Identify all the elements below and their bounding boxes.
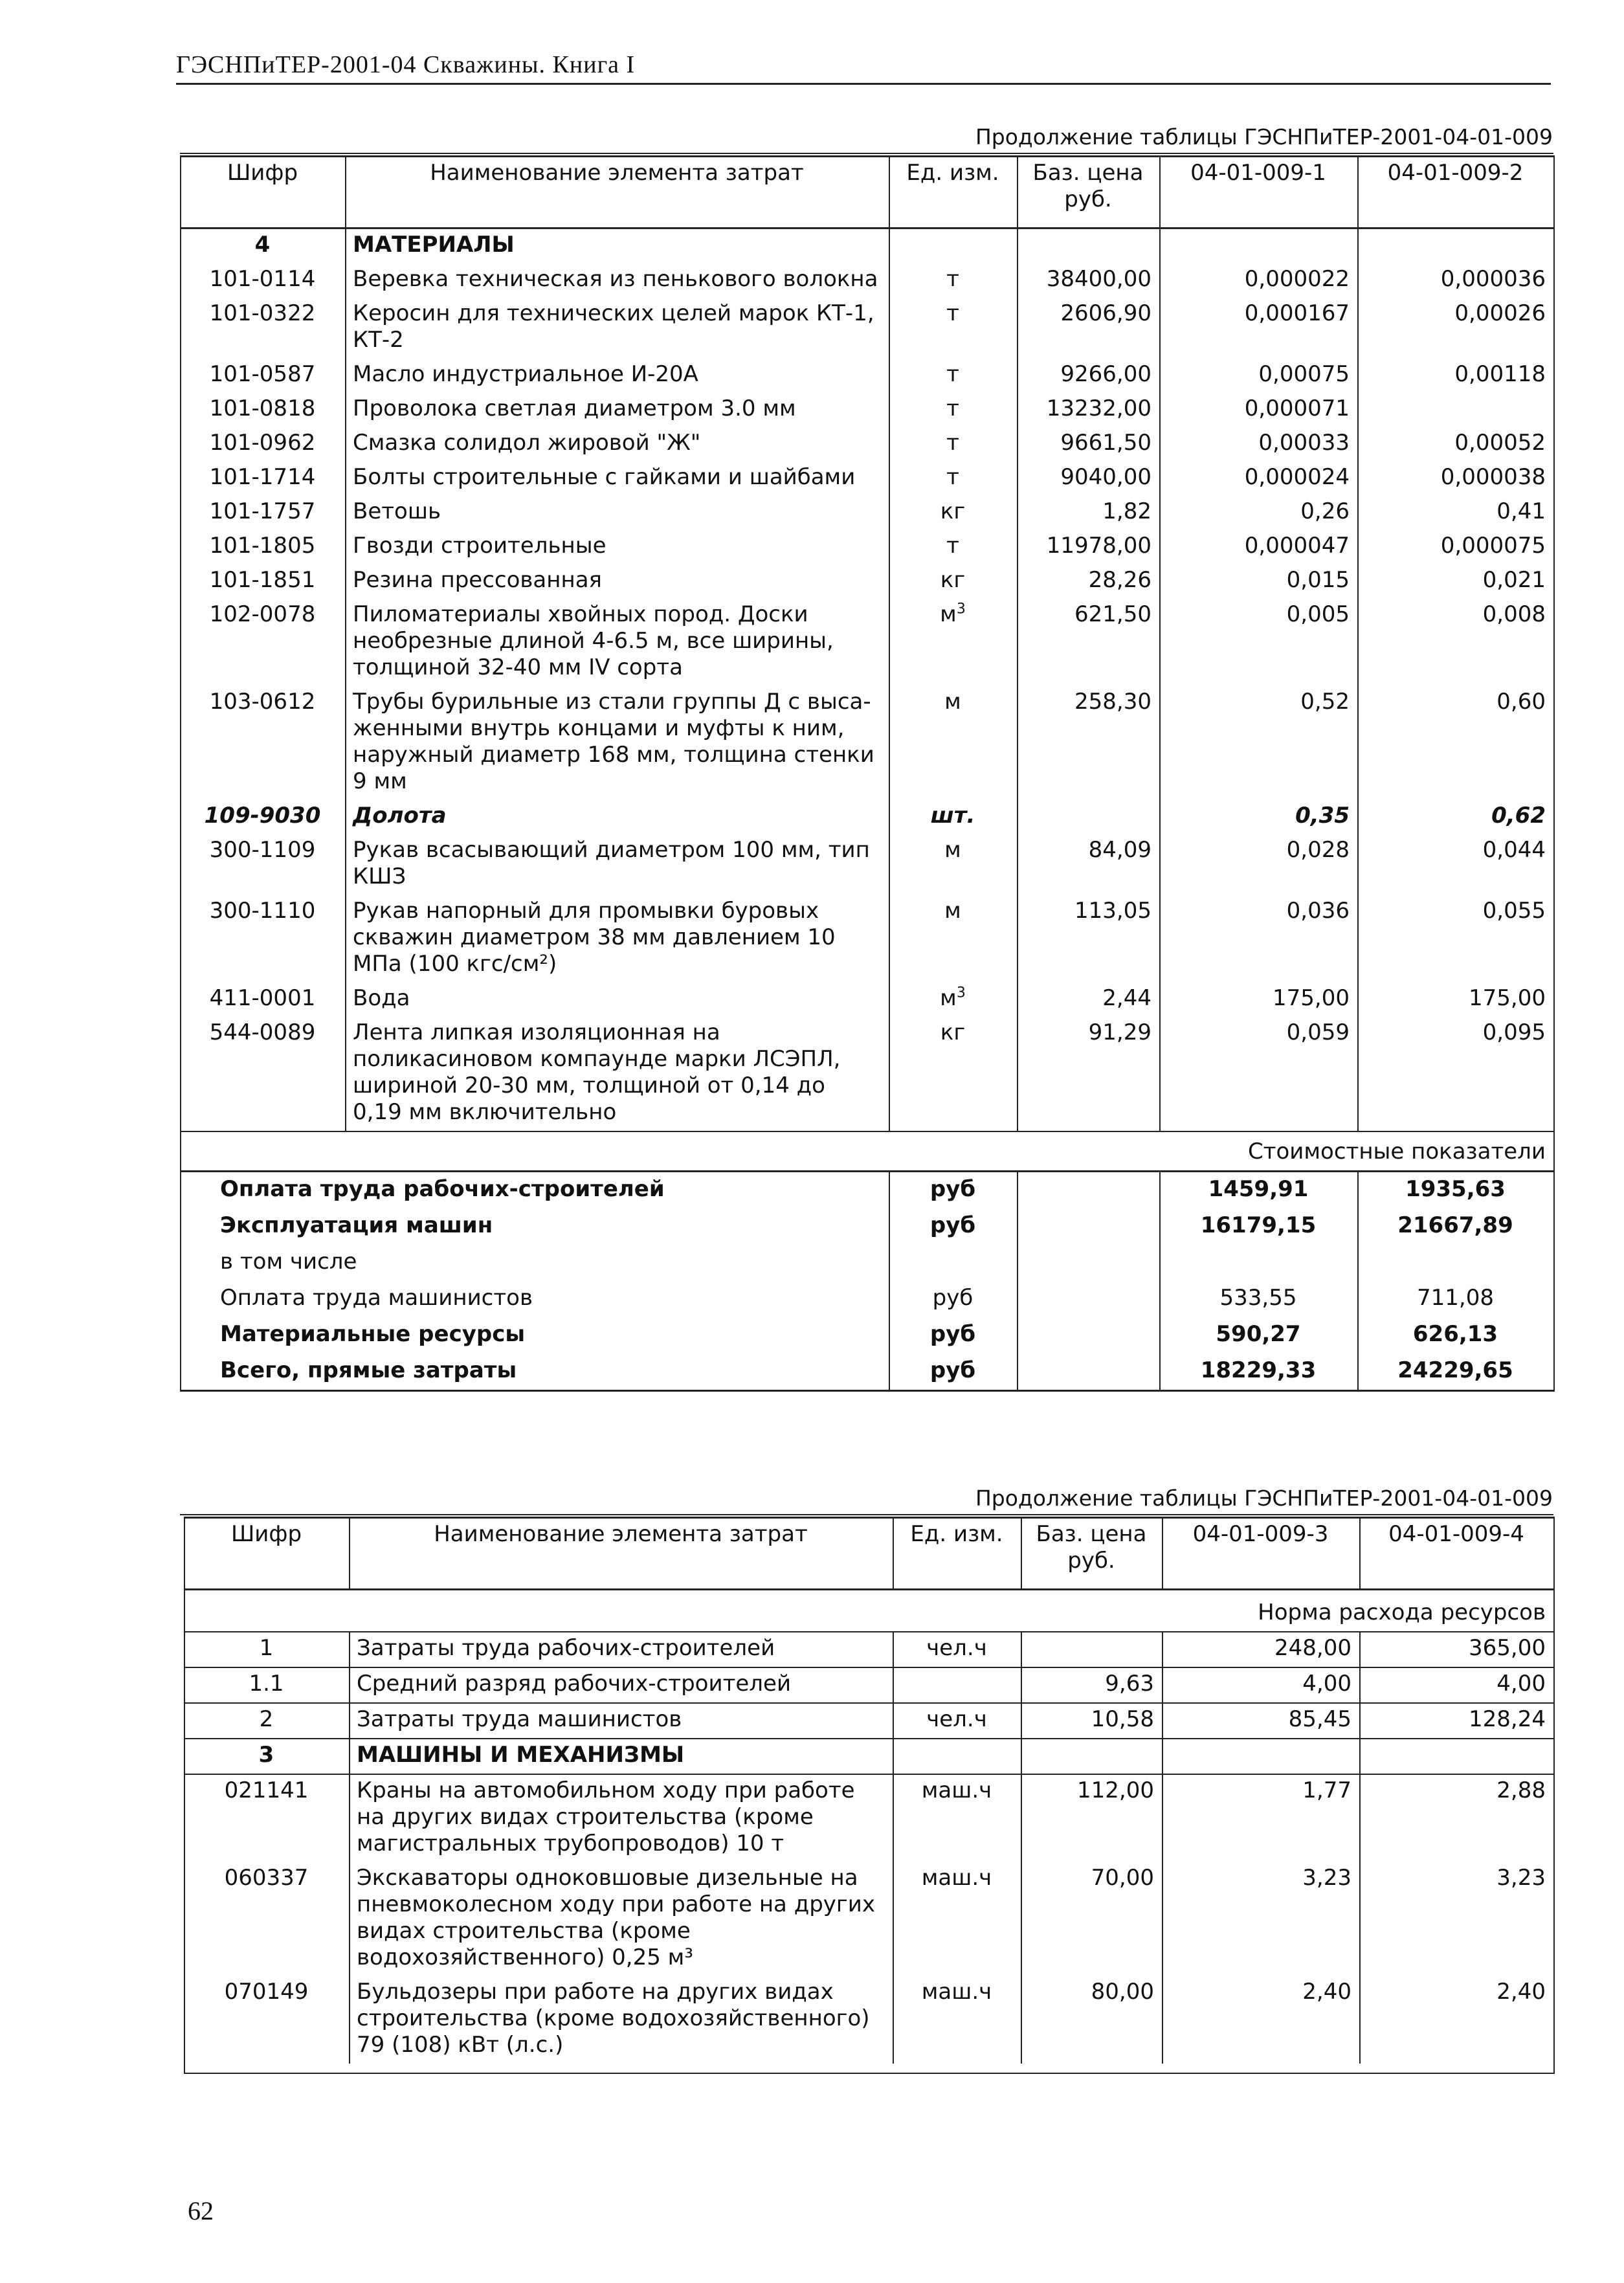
cell-code: 411-0001 — [181, 983, 346, 1017]
cell-code: 1.1 — [184, 1667, 350, 1703]
summary-value-b: 626,13 — [1358, 1317, 1554, 1353]
cell-code: 101-1805 — [181, 530, 346, 564]
cell-norm-a: 0,00075 — [1160, 359, 1358, 393]
cell-unit — [889, 800, 1018, 834]
material-row — [181, 599, 1554, 686]
cell-code: 103-0612 — [181, 686, 346, 800]
labor-row — [184, 1667, 1554, 1703]
cell-norm-b: 0,00118 — [1358, 359, 1554, 393]
cell-name: Проволока светлая диаметром 3.0 мм — [346, 393, 889, 427]
cell-unit — [893, 1862, 1021, 1976]
summary-row — [181, 1172, 1554, 1209]
material-row — [181, 1017, 1554, 1131]
cost-label-row — [181, 1131, 1554, 1172]
unit-text: маш.ч — [921, 1865, 992, 1891]
cell-unit — [889, 393, 1018, 427]
summary-value-a: 590,27 — [1160, 1317, 1358, 1353]
table1-continuation-caption: Продолжение таблицы ГЭСНПиТЕР-2001-04-01-009 — [975, 124, 1553, 150]
cell-name: Гвозди строительные — [346, 530, 889, 564]
cell-code: 101-0587 — [181, 359, 346, 393]
unit-text: м — [940, 985, 957, 1011]
cell-code: 021141 — [184, 1774, 350, 1862]
cell-name: Трубы бурильные из стали группы Д с выса-женными внутрь концами и муфты к ним, наружный диаметр 168 мм, толщина стенки 9 мм — [346, 686, 889, 800]
cell-norm-a: 0,000167 — [1160, 298, 1358, 359]
summary-price — [1018, 1353, 1160, 1391]
cell-norm-b: 4,00 — [1360, 1667, 1554, 1703]
machine-row — [184, 1774, 1554, 1862]
material-row — [181, 564, 1554, 599]
cell-unit — [889, 686, 1018, 800]
summary-row — [181, 1353, 1554, 1391]
cell-unit — [889, 298, 1018, 359]
material-row — [181, 393, 1554, 427]
cell-price: 621,50 — [1018, 599, 1160, 686]
unit-text: кг — [940, 567, 966, 593]
cell-code: 101-1757 — [181, 496, 346, 530]
cell-norm-b: 0,00052 — [1358, 427, 1554, 462]
cell-unit — [893, 1632, 1021, 1667]
summary-value-b: 24229,65 — [1358, 1353, 1554, 1391]
summary-price — [1018, 1172, 1160, 1209]
cell-name: Долота — [346, 800, 889, 834]
col-header-norm1: 04-01-009-1 — [1160, 157, 1358, 228]
summary-price — [1018, 1245, 1160, 1281]
cell-norm-a: 3,23 — [1162, 1862, 1360, 1976]
summary-row — [181, 1208, 1554, 1245]
section-title: МАТЕРИАЛЫ — [346, 228, 889, 264]
cell-name: Затраты труда рабочих-строителей — [350, 1632, 893, 1667]
cell-code: 101-1714 — [181, 462, 346, 496]
cell-norm-a: 175,00 — [1160, 983, 1358, 1017]
summary-name: Эксплуатация машин — [181, 1208, 889, 1245]
unit-text: маш.ч — [921, 1777, 992, 1803]
cell-price: 91,29 — [1018, 1017, 1160, 1131]
summary-row — [181, 1245, 1554, 1281]
summary-value-b: 711,08 — [1358, 1281, 1554, 1317]
cell-name: Рукав всасывающий диаметром 100 мм, тип КШЗ — [346, 834, 889, 895]
norm-label: Норма расхода ресурсов — [184, 1590, 1554, 1632]
cell-norm-a: 0,036 — [1160, 895, 1358, 983]
unit-text: м — [944, 689, 961, 715]
cell-price: 28,26 — [1018, 564, 1160, 599]
col-header-unit: Ед. изм. — [889, 157, 1018, 228]
unit-text: т — [946, 300, 959, 326]
cell-name: Бульдозеры при работе на других видах строительства (кроме водохозяйственного) 79 (108) кВт (л.с.) — [350, 1976, 893, 2064]
unit-text: кг — [940, 498, 966, 524]
summary-name: в том числе — [181, 1245, 889, 1281]
table1-header-row — [181, 157, 1554, 228]
table2-continuation-caption: Продолжение таблицы ГЭСНПиТЕР-2001-04-01-009 — [975, 1486, 1553, 1511]
unit-text: м — [944, 837, 961, 863]
cell-norm-b: 0,055 — [1358, 895, 1554, 983]
cell-price: 13232,00 — [1018, 393, 1160, 427]
cell-unit — [889, 263, 1018, 298]
table2-bottom-spacer — [184, 2064, 1554, 2073]
cost-label: Стоимостные показатели — [181, 1131, 1554, 1172]
cell-unit — [889, 834, 1018, 895]
cell-norm-b: 0,008 — [1358, 599, 1554, 686]
cell-price — [1021, 1632, 1162, 1667]
cell-price: 2,44 — [1018, 983, 1160, 1017]
summary-price — [1018, 1281, 1160, 1317]
cell-unit — [889, 983, 1018, 1017]
material-row — [181, 530, 1554, 564]
cell-norm-b: 0,044 — [1358, 834, 1554, 895]
summary-unit: руб — [889, 1208, 1018, 1245]
cell-price: 70,00 — [1021, 1862, 1162, 1976]
col-header-code: Шифр — [184, 1518, 350, 1590]
col-header-price: Баз. цена руб. — [1018, 157, 1160, 228]
summary-unit: руб — [889, 1281, 1018, 1317]
summary-value-b — [1358, 1245, 1554, 1281]
cell-norm-b: 2,40 — [1360, 1976, 1554, 2064]
cell-name: Керосин для технических целей марок КТ-1, КТ-2 — [346, 298, 889, 359]
cell-norm-b: 3,23 — [1360, 1862, 1554, 1976]
summary-value-b: 21667,89 — [1358, 1208, 1554, 1245]
summary-price — [1018, 1208, 1160, 1245]
summary-unit: руб — [889, 1172, 1018, 1209]
unit-text: шт. — [930, 803, 975, 829]
machine-row — [184, 1976, 1554, 2064]
labor-row — [184, 1703, 1554, 1739]
col-header-name: Наименование элемента затрат — [350, 1518, 893, 1590]
summary-value-a: 18229,33 — [1160, 1353, 1358, 1391]
summary-row — [181, 1317, 1554, 1353]
table2-top-rule — [180, 1514, 1553, 1515]
material-row — [181, 496, 1554, 530]
norm-label-row — [184, 1590, 1554, 1632]
cell-name: Лента липкая изоляционная на поликасиновом компаунде марки ЛСЭПЛ, шириной 20-30 мм, толщиной от 0,14 до 0,19 мм включительно — [346, 1017, 889, 1131]
page-number: 62 — [188, 2196, 214, 2225]
cell-price: 9040,00 — [1018, 462, 1160, 496]
cell-name: Масло индустриальное И-20А — [346, 359, 889, 393]
summary-price — [1018, 1317, 1160, 1353]
cell-unit — [893, 1976, 1021, 2064]
cell-norm-a: 0,000024 — [1160, 462, 1358, 496]
summary-value-a: 1459,91 — [1160, 1172, 1358, 1209]
cell-price: 9661,50 — [1018, 427, 1160, 462]
section-title: МАШИНЫ И МЕХАНИЗМЫ — [350, 1739, 893, 1774]
summary-name: Материальные ресурсы — [181, 1317, 889, 1353]
cell-norm-b: 0,62 — [1358, 800, 1554, 834]
cell-norm-a: 248,00 — [1162, 1632, 1360, 1667]
material-row — [181, 359, 1554, 393]
cell-norm-a: 0,000022 — [1160, 263, 1358, 298]
material-row — [181, 298, 1554, 359]
cell-norm-b: 0,60 — [1358, 686, 1554, 800]
summary-name: Всего, прямые затраты — [181, 1353, 889, 1391]
cell-norm-a: 0,35 — [1160, 800, 1358, 834]
cell-unit — [889, 496, 1018, 530]
cell-norm-a: 2,40 — [1162, 1976, 1360, 2064]
col-header-norm4: 04-01-009-4 — [1360, 1518, 1554, 1590]
summary-unit — [889, 1245, 1018, 1281]
cell-price: 1,82 — [1018, 496, 1160, 530]
cell-unit — [889, 564, 1018, 599]
material-row — [181, 686, 1554, 800]
cell-code: 101-0114 — [181, 263, 346, 298]
cell-name: Ветошь — [346, 496, 889, 530]
cell-norm-b: 175,00 — [1358, 983, 1554, 1017]
material-row — [181, 462, 1554, 496]
cell-name: Средний разряд рабочих-строителей — [350, 1667, 893, 1703]
cell-norm-b: 0,00026 — [1358, 298, 1554, 359]
summary-name: Оплата труда рабочих-строителей — [181, 1172, 889, 1209]
unit-text: т — [946, 266, 959, 292]
unit-text: кг — [940, 1019, 966, 1045]
cell-norm-a: 1,77 — [1162, 1774, 1360, 1862]
cell-unit — [893, 1667, 1021, 1703]
cell-code: 102-0078 — [181, 599, 346, 686]
cell-unit — [889, 1017, 1018, 1131]
cell-price: 9266,00 — [1018, 359, 1160, 393]
unit-text: м — [940, 601, 957, 627]
unit-text: чел.ч — [926, 1635, 987, 1661]
cell-name: Краны на автомобильном ходу при работе на других видах строительства (кроме магистральных трубопроводов) 10 т — [350, 1774, 893, 1862]
cell-code: 101-0818 — [181, 393, 346, 427]
cell-code: 300-1110 — [181, 895, 346, 983]
cell-norm-a: 0,000047 — [1160, 530, 1358, 564]
cell-price: 11978,00 — [1018, 530, 1160, 564]
cell-unit — [893, 1774, 1021, 1862]
cell-code: 070149 — [184, 1976, 350, 2064]
cell-norm-a: 0,005 — [1160, 599, 1358, 686]
running-header: ГЭСНПиТЕР-2001-04 Скважины. Книга I — [176, 51, 636, 78]
cell-code: 1 — [184, 1632, 350, 1667]
cell-norm-b: 0,021 — [1358, 564, 1554, 599]
material-row — [181, 983, 1554, 1017]
cell-price: 84,09 — [1018, 834, 1160, 895]
summary-unit: руб — [889, 1353, 1018, 1391]
unit-text: т — [946, 430, 959, 456]
section-row-materials — [181, 228, 1554, 264]
cell-name: Резина прессованная — [346, 564, 889, 599]
material-row — [181, 834, 1554, 895]
material-row — [181, 800, 1554, 834]
cell-unit — [889, 359, 1018, 393]
cell-norm-a: 0,015 — [1160, 564, 1358, 599]
cell-price: 10,58 — [1021, 1703, 1162, 1739]
cell-name: Экскаваторы одноковшовые дизельные на пневмоколесном ходу при работе на других видах строительства (кроме водохозяйственного) 0,25 м³ — [350, 1862, 893, 1976]
cell-norm-a: 0,000071 — [1160, 393, 1358, 427]
cell-norm-b: 365,00 — [1360, 1632, 1554, 1667]
labor-row — [184, 1632, 1554, 1667]
unit-text: т — [946, 395, 959, 421]
cell-price: 112,00 — [1021, 1774, 1162, 1862]
cell-norm-a: 0,059 — [1160, 1017, 1358, 1131]
col-header-norm2: 04-01-009-2 — [1358, 157, 1554, 228]
cell-norm-a: 0,52 — [1160, 686, 1358, 800]
cell-price: 2606,90 — [1018, 298, 1160, 359]
summary-value-a — [1160, 1245, 1358, 1281]
unit-text: т — [946, 361, 959, 387]
col-header-norm3: 04-01-009-3 — [1162, 1518, 1360, 1590]
cell-name: Веревка техническая из пенькового волокна — [346, 263, 889, 298]
cell-code: 544-0089 — [181, 1017, 346, 1131]
material-row — [181, 895, 1554, 983]
materials-table — [180, 155, 1555, 1392]
cell-norm-b: 0,41 — [1358, 496, 1554, 530]
summary-value-a: 16179,15 — [1160, 1208, 1358, 1245]
material-row — [181, 263, 1554, 298]
cell-code: 101-0322 — [181, 298, 346, 359]
col-header-name: Наименование элемента затрат — [346, 157, 889, 228]
cell-norm-a: 0,26 — [1160, 496, 1358, 530]
cell-norm-a: 4,00 — [1162, 1667, 1360, 1703]
cell-unit — [889, 895, 1018, 983]
col-header-price: Баз. цена руб. — [1021, 1518, 1162, 1590]
cell-code: 101-1851 — [181, 564, 346, 599]
cell-price — [1018, 800, 1160, 834]
summary-value-a: 533,55 — [1160, 1281, 1358, 1317]
unit-text: маш.ч — [921, 1979, 992, 2005]
cell-unit — [893, 1703, 1021, 1739]
table1-top-rule — [180, 153, 1553, 154]
cell-price: 258,30 — [1018, 686, 1160, 800]
cell-norm-a: 0,028 — [1160, 834, 1358, 895]
section-code: 3 — [184, 1739, 350, 1774]
cell-norm-b — [1358, 393, 1554, 427]
cell-name: Смазка солидол жировой "Ж" — [346, 427, 889, 462]
cell-name: Рукав напорный для промывки буровых скважин диаметром 38 мм давлением 10 МПа (100 кгс/см²) — [346, 895, 889, 983]
cell-norm-b: 0,000038 — [1358, 462, 1554, 496]
summary-row — [181, 1281, 1554, 1317]
cell-norm-a: 85,45 — [1162, 1703, 1360, 1739]
cell-name: Пиломатериалы хвойных пород. Доски необрезные длиной 4-6.5 м, все ширины, толщиной 32-40 мм IV сорта — [346, 599, 889, 686]
cell-norm-b: 0,095 — [1358, 1017, 1554, 1131]
cell-unit — [889, 599, 1018, 686]
section-row-machines — [184, 1739, 1554, 1774]
unit-superscript: 3 — [956, 985, 966, 1001]
material-row — [181, 427, 1554, 462]
summary-value-b: 1935,63 — [1358, 1172, 1554, 1209]
cell-name: Болты строительные с гайками и шайбами — [346, 462, 889, 496]
header-rule — [176, 83, 1551, 85]
cell-price: 9,63 — [1021, 1667, 1162, 1703]
labor-machines-table — [184, 1517, 1555, 2074]
cell-name: Затраты труда машинистов — [350, 1703, 893, 1739]
unit-text: чел.ч — [926, 1706, 987, 1732]
machine-row — [184, 1862, 1554, 1976]
summary-unit: руб — [889, 1317, 1018, 1353]
cell-unit — [889, 530, 1018, 564]
cell-code: 060337 — [184, 1862, 350, 1976]
cell-code: 300-1109 — [181, 834, 346, 895]
cell-norm-b: 128,24 — [1360, 1703, 1554, 1739]
cell-norm-a: 0,00033 — [1160, 427, 1358, 462]
cell-code: 2 — [184, 1703, 350, 1739]
unit-text: м — [944, 898, 961, 924]
col-header-code: Шифр — [181, 157, 346, 228]
cell-norm-b: 2,88 — [1360, 1774, 1554, 1862]
cell-unit — [889, 462, 1018, 496]
cell-price: 113,05 — [1018, 895, 1160, 983]
cell-code: 109-9030 — [181, 800, 346, 834]
cell-price: 80,00 — [1021, 1976, 1162, 2064]
summary-name: Оплата труда машинистов — [181, 1281, 889, 1317]
unit-text: т — [946, 464, 959, 490]
unit-superscript: 3 — [956, 601, 966, 618]
cell-price: 38400,00 — [1018, 263, 1160, 298]
cell-norm-b: 0,000075 — [1358, 530, 1554, 564]
cell-code: 101-0962 — [181, 427, 346, 462]
col-header-unit: Ед. изм. — [893, 1518, 1021, 1590]
cell-name: Вода — [346, 983, 889, 1017]
cell-norm-b: 0,000036 — [1358, 263, 1554, 298]
cell-unit — [889, 427, 1018, 462]
section-code: 4 — [181, 228, 346, 264]
table2-header-row — [184, 1518, 1554, 1590]
unit-text: т — [946, 533, 959, 559]
